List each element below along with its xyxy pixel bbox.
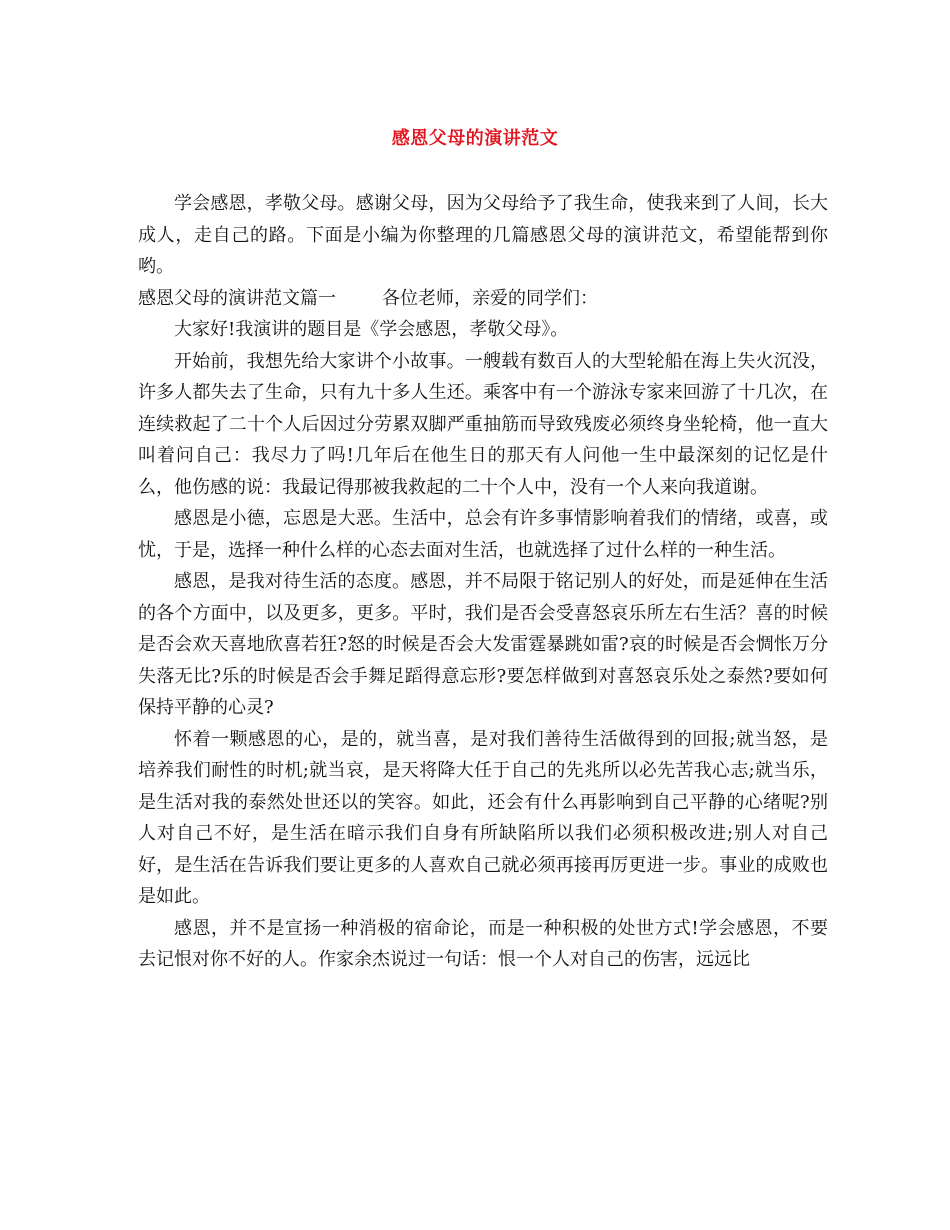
virtue-paragraph: 感恩是小德，忘恩是大恶。生活中，总会有许多事情影响着我们的情绪，或喜，或忧，于是，选择一种什么样的心态去面对生活，也就选择了过什么样的一种生活。: [138, 508, 828, 561]
intro-paragraph: 学会感恩，孝敬父母。感谢父母，因为父母给予了我生命，使我来到了人间，长大成人，走自己的路。下面是小编为你整理的几篇感恩父母的演讲范文，希望能帮到你哟。: [138, 193, 828, 277]
attitude-paragraph: 感恩，是我对待生活的态度。感恩，并不局限于铭记别人的好处，而是延伸在生活的各个方面中，以及更多，更多。平时，我们是否会受喜怒哀乐所左右生活？喜的时候是否会欢天喜地欣喜若狂?怒的时候是否会大发雷霆暴跳如雷?哀的时候是否会惆怅万分失落无比?乐的时候是否会手舞足蹈得意忘形?要怎样做到对喜怒哀乐处之泰然?要如何保持平静的心灵?: [138, 571, 828, 718]
story-paragraph: 开始前，我想先给大家讲个小故事。一艘载有数百人的大型轮船在海上失火沉没，许多人都失去了生命，只有九十多人生还。乘客中有一个游泳专家来回游了十几次，在连续救起了二十个人后因过分劳累双脚严重抽筋而导致残废必须终身坐轮椅，他一直大叫着问自己：我尽力了吗!几年后在他生日的那天有人问他一生中最深刻的记忆是什么，他伤感的说：我最记得那被我救起的二十个人中，没有一个人来向我道谢。: [138, 350, 828, 498]
greeting-paragraph: 大家好!我演讲的题目是《学会感恩，孝敬父母》。: [174, 319, 569, 340]
section-heading-line: [138, 283, 828, 315]
grateful-heart-paragraph: 怀着一颗感恩的心，是的，就当喜，是对我们善待生活做得到的回报;就当怒，是培养我们耐性的时机;就当哀，是天将降大任于自己的先兆所以必先苦我心志;就当乐，是生活对我的泰然处世还以的笑容。如此，还会有什么再影响到自己平静的心绪呢?别人对自己不好，是生活在暗示我们自身有所缺陷所以我们必须积极改进;别人对自己好，是生活在告诉我们要让更多的人喜欢自己就必须再接再厉更进一步。事业的成败也是如此。: [138, 728, 828, 907]
document-title: 感恩父母的演讲范文: [391, 128, 559, 149]
salutation: 各位老师，亲爱的同学们：: [382, 287, 598, 309]
philosophy-paragraph: 感恩，并不是宣扬一种消极的宿命论，而是一种积极的处世方式!学会感恩，不要去记恨对你不好的人。作家余杰说过一句话：恨一个人对自己的伤害，远远比: [138, 917, 828, 970]
document-body: [138, 188, 828, 976]
section-heading: 感恩父母的演讲范文篇一: [138, 287, 336, 309]
